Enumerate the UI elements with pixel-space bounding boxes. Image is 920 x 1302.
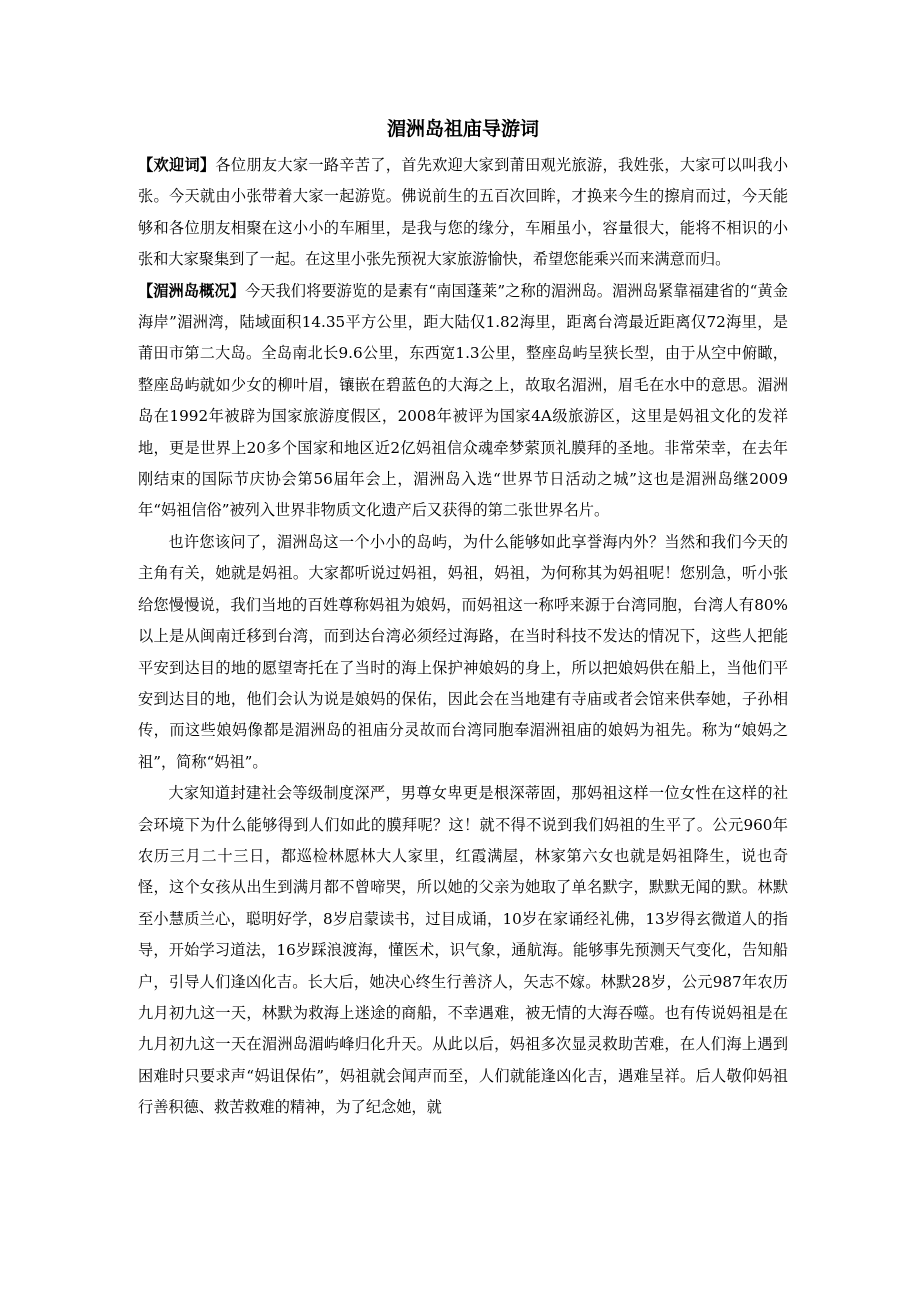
paragraph-mazu-life: 大家知道封建社会等级制度深严，男尊女卑更是根深蒂固，那妈祖这样一位女性在这样的社会环境下为什么能够得到人们如此的膜拜呢？这！就不得不说到我们妈祖的生平了。公元960年农历三月二十三日，都巡检林愿林大人家里，红霞满屋，林家第六女也就是妈祖降生，说也奇怪，这个女孩从出生到满月都不曾啼哭，所以她的父亲为她取了单名默字，默默无闻的默。林默至小慧质兰心，聪明好学，8岁启蒙读书，过目成诵，10岁在家诵经礼佛，13岁得玄微道人的指导，开始学习道法，16岁踩浪渡海，懂医术，识气象，通航海。能够事先预测天气变化，告知船户，引导人们逢凶化吉。长大后，她决心终生行善济人，矢志不嫁。林默28岁，公元987年农历九月初九这一天，林默为救海上迷途的商船，不幸遇难，被无情的大海吞噬。也有传说妈祖是在九月初九这一天在湄洲岛湄屿峰归化升天。从此以后，妈祖多次显灵救助苦难，在人们海上遇到困难时只要求声“妈诅保佑”，妈祖就会闻声而至，人们就能逢凶化吉，遇难呈祥。后人敬仰妈祖行善积德、救苦救难的精神，为了纪念她，就	[138, 784, 788, 1117]
overview-section	[138, 276, 788, 527]
overview-heading: 【湄洲岛概况】	[138, 281, 245, 300]
welcome-section	[138, 150, 788, 276]
welcome-text: 各位朋友大家一路辛苦了，首先欢迎大家到莆田观光旅游，我姓张，大家可以叫我小张。今天就由小张带着大家一起游览。佛说前生的五百次回眸，才换来今生的擦肩而过，今天能够和各位朋友相聚在这小小的车厢里，是我与您的缘分，车厢虽小，容量很大，能将不相识的小张和大家聚集到了一起。在这里小张先预祝大家旅游愉快，希望您能乘兴而来满意而归。	[138, 156, 789, 269]
overview-text: 今天我们将要游览的是素有“南国蓬莱”之称的湄洲岛。湄洲岛紧靠福建省的“黄金海岸”湄洲湾，陆域面积14.35平方公里，距大陆仅1.82海里，距离台湾最近距离仅72海里，是莆田市第二大岛。全岛南北长9.6公里，东西宽1.3公里，整座岛屿呈狭长型，由于从空中俯瞰，整座岛屿就如少女的柳叶眉，镶嵌在碧蓝色的大海之上，故取名湄洲，眉毛在水中的意思。湄洲岛在1992年被辟为国家旅游度假区，2008年被评为国家4A级旅游区，这里是妈祖文化的发祥地，更是世界上20多个国家和地区近2亿妈祖信众魂牵梦萦顶礼膜拜的圣地。非常荣幸，在去年刚结束的国际节庆协会第56届年会上，湄洲岛入选“世界节日活动之城”这也是湄洲岛继2009年“妈祖信俗”被列入世界非物质文化遗产后又获得的第二张世界名片。	[138, 281, 788, 520]
document-page	[138, 112, 788, 1124]
document-title: 湄洲岛祖庙导游词	[386, 118, 539, 140]
paragraph-mazu-name: 也许您该问了，湄洲岛这一个小小的岛屿，为什么能够如此享誉海内外？当然和我们今天的主角有关，她就是妈祖。大家都听说过妈祖，妈祖，妈祖，为何称其为妈祖呢！您别急，听小张给您慢慢说，我们当地的百姓尊称妈祖为娘妈，而妈祖这一称呼来源于台湾同胞，台湾人有80%以上是从闽南迁移到台湾，而到达台湾必须经过海路，在当时科技不发达的情况下，这些人把能平安到达目的地的愿望寄托在了当时的海上保护神娘妈的身上，所以把娘妈供在船上，当他们平安到达目的地，他们会认为说是娘妈的保佑，因此会在当地建有寺庙或者会馆来供奉她，子孙相传，而这些娘妈像都是湄洲岛的祖庙分灵故而台湾同胞奉湄洲祖庙的娘妈为祖先。称为“娘妈之祖”，简称“妈祖”。	[138, 532, 788, 771]
welcome-heading: 【欢迎词】	[138, 156, 216, 174]
